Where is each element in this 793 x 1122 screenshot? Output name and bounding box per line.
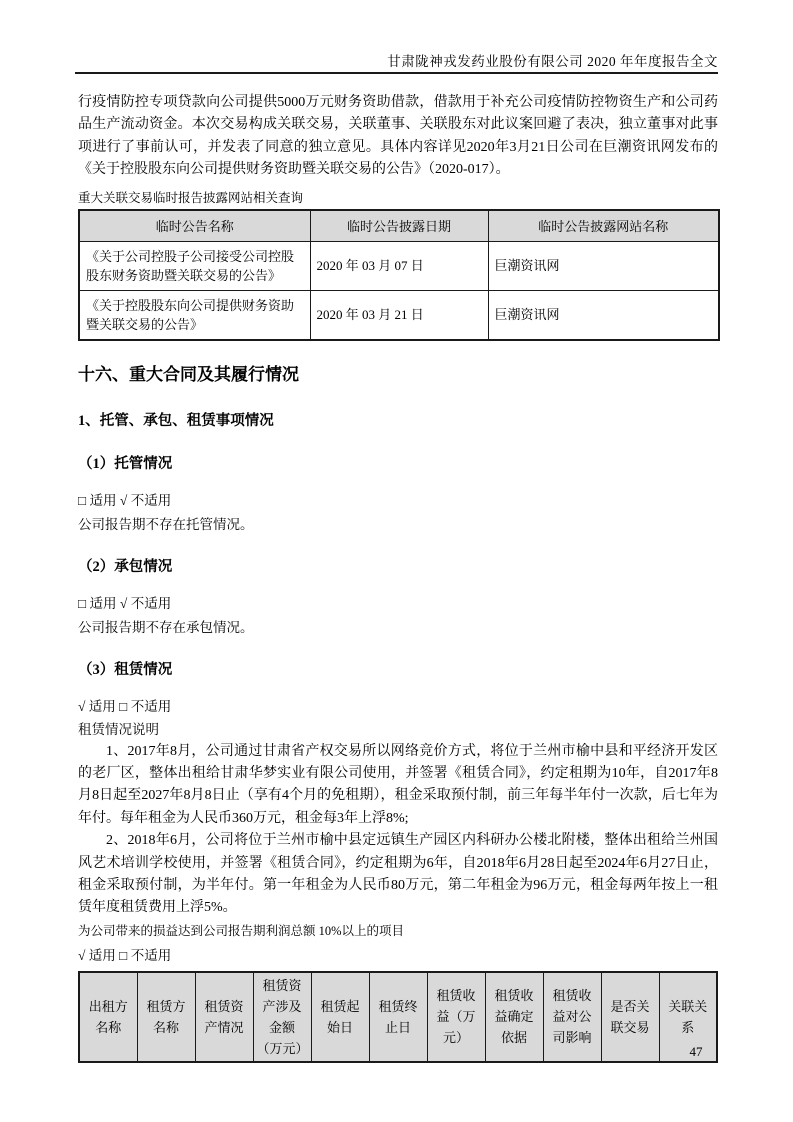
page-number: 47 <box>689 1044 703 1059</box>
table-header-cell: 临时公告披露日期 <box>310 210 488 242</box>
table-cell-announcement-name: 《关于控股股东向公司提供财务资助暨关联交易的公告》 <box>79 290 310 340</box>
page-content <box>78 92 718 1063</box>
lease-note-label: 租赁情况说明 <box>78 721 159 737</box>
table-row <box>79 241 719 290</box>
table-header-cell: 租赁收益确定依据 <box>485 972 543 1062</box>
table-header-cell: 租赁资产情况 <box>195 972 253 1062</box>
related-transaction-announcements-table <box>78 209 720 341</box>
table-header-cell: 租赁方名称 <box>137 972 195 1062</box>
applicability-line-lease: √ 适用 □ 不适用 <box>78 698 172 714</box>
table-header-cell: 租赁收益对公司影响 <box>543 972 601 1062</box>
item-title-lease: （3）租赁情况 <box>78 661 173 678</box>
table-header-cell: 是否关联交易 <box>601 972 659 1062</box>
table-header-cell: 租赁收益（万元） <box>427 972 485 1062</box>
subsection-title-custody-contract-lease: 1、托管、承包、租赁事项情况 <box>78 412 274 429</box>
applicability-line-custody: □ 适用 √ 不适用 <box>78 492 172 508</box>
table-header-cell: 出租方名称 <box>79 972 137 1062</box>
section-title-major-contracts: 十六、重大合同及其履行情况 <box>78 364 299 384</box>
table-cell-disclosure-site: 巨潮资讯网 <box>488 241 719 290</box>
lease-paragraph-1: 1、2017年8月，公司通过甘肃省产权交易所以网络竞价方式，将位于兰州市榆中县和平经济开发区的老厂区，整体出租给甘肃华梦实业有限公司使用，并签署《租赁合同》，约定租期为10年，自2017年8月8日起至2027年8月8日止（享有4个月的免租期），租金采取预付制，前三年每半年付一次款，后七年为年付。每年租金为人民币360万元，租金每3年上浮8%; <box>78 743 718 826</box>
table-cell-announcement-name: 《关于公司控股子公司接受公司控股股东财务资助暨关联交易的公告》 <box>79 241 310 290</box>
lease-details-table <box>78 971 718 1063</box>
intro-paragraph: 行疫情防控专项贷款向公司提供5000万元财务资助借款，借款用于补充公司疫情防控物资生产和公司药品生产流动资金。本次交易构成关联交易，关联董事、关联股东对此议案回避了表决，独立董事对此事项进行了事前认可，并发表了同意的独立意见。具体内容详见2020年3月21日公司在巨潮资讯网发布的《关于控股股东向公司提供财务资助暨关联交易的公告》（2020-017）。 <box>78 95 718 178</box>
table-cell-disclosure-site: 巨潮资讯网 <box>488 290 719 340</box>
item-title-custody: （1）托管情况 <box>78 455 173 472</box>
table-header-cell: 租赁资产涉及金额（万元） <box>253 972 311 1062</box>
item-title-contracting: （2）承包情况 <box>78 558 173 575</box>
table-header-row <box>79 972 717 1062</box>
table-cell-disclosure-date: 2020 年 03 月 07 日 <box>310 241 488 290</box>
table-row <box>79 290 719 340</box>
running-header-title: 甘肃陇神戎发药业股份有限公司 2020 年年度报告全文 <box>387 54 718 69</box>
table-cell-disclosure-date: 2020 年 03 月 21 日 <box>310 290 488 340</box>
lease-paragraph-2: 2、2018年6月，公司将位于兰州市榆中县定远镇生产园区内科研办公楼北附楼，整体出租给兰州国风艺术培训学校使用，并签署《租赁合同》，约定租期为6年，自2018年6月28日起至2024年6月27日止，租金采取预付制，为半年付。第一年租金为人民币80万元，第二年租金为96万元，租金每两年按上一租赁年度租赁费用上浮5%。 <box>78 833 718 916</box>
note-custody: 公司报告期不存在托管情况。 <box>78 516 254 532</box>
table-header-cell: 关联关系 <box>659 972 717 1062</box>
table-header-cell: 临时公告披露网站名称 <box>488 210 719 242</box>
applicability-line-profit: √ 适用 □ 不适用 <box>78 947 172 963</box>
note-contracting: 公司报告期不存在承包情况。 <box>78 619 254 635</box>
applicability-line-contracting: □ 适用 √ 不适用 <box>78 595 172 611</box>
table-header-row <box>79 210 719 242</box>
profit-threshold-note: 为公司带来的损益达到公司报告期利润总额 10%以上的项目 <box>78 923 405 938</box>
table-header-cell: 租赁起始日 <box>311 972 369 1062</box>
header-rule <box>75 72 718 74</box>
table1-caption: 重大关联交易临时报告披露网站相关查询 <box>78 190 304 205</box>
table-header-cell: 临时公告名称 <box>79 210 310 242</box>
table-header-cell: 租赁终止日 <box>369 972 427 1062</box>
